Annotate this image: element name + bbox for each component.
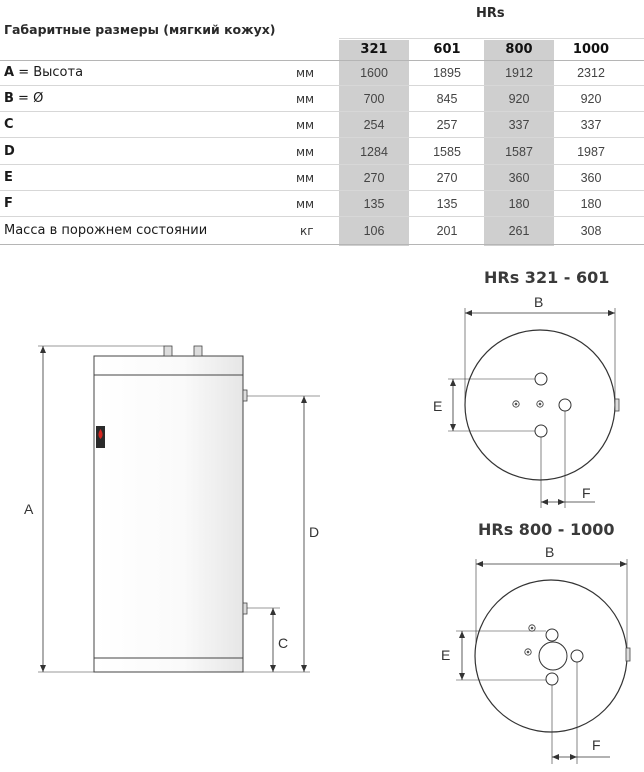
dimension-label-c: C <box>278 635 289 651</box>
row-unit: мм <box>296 66 315 80</box>
arrow-up <box>301 396 307 403</box>
arrow-left <box>476 561 483 567</box>
series-label: HRs <box>476 6 505 21</box>
dimension-label-b: B <box>545 544 555 560</box>
table-title: Габаритные размеры (мягкий кожух) <box>4 22 276 37</box>
column-header-1000: 1000 <box>572 42 610 57</box>
arrow-down <box>450 424 456 431</box>
top-connector <box>164 346 172 356</box>
arrow-right <box>570 754 577 760</box>
table-cell: 1600 <box>360 66 388 80</box>
row-unit: мм <box>296 197 315 211</box>
table-cell: 337 <box>580 118 602 132</box>
port-small-inner <box>527 651 530 654</box>
arrow-down <box>270 665 276 672</box>
row-divider <box>0 216 644 217</box>
table-cell: 1284 <box>360 145 388 159</box>
table-cell: 845 <box>436 92 458 106</box>
row-label-d: D <box>4 144 15 159</box>
top-view-large <box>420 542 640 770</box>
port-lower <box>535 425 547 437</box>
row-label-c: C <box>4 117 14 132</box>
side-view-drawing <box>0 330 340 690</box>
side-connector <box>626 648 630 661</box>
table-cell: 700 <box>363 92 385 106</box>
table-cell: 135 <box>363 197 385 211</box>
table-cell: 920 <box>580 92 602 106</box>
column-header-800: 800 <box>505 42 533 57</box>
side-connector <box>243 603 247 614</box>
table-cell: 180 <box>580 197 602 211</box>
row-unit: мм <box>296 171 315 185</box>
dimension-label-e: E <box>433 398 443 414</box>
port-center-large <box>539 642 567 670</box>
table-cell: 270 <box>363 171 385 185</box>
arrow-left <box>552 754 559 760</box>
header-rule-top <box>339 38 644 39</box>
table-cell: 106 <box>363 224 385 238</box>
dimension-label-e: E <box>441 647 451 663</box>
row-label-mass: Масса в порожнем состоянии <box>4 223 208 238</box>
column-header-321: 321 <box>360 42 388 57</box>
port-lower <box>546 673 558 685</box>
port-small-inner <box>531 627 534 630</box>
drawing-title-large: HRs 800 - 1000 <box>478 520 615 539</box>
row-unit: кг <box>300 224 314 238</box>
side-connector <box>243 390 247 401</box>
port-upper <box>535 373 547 385</box>
port-upper <box>546 629 558 641</box>
arrow-right <box>558 499 565 505</box>
header-rule <box>0 60 644 61</box>
dimension-label-b: B <box>534 294 544 310</box>
row-label-f: F <box>4 196 13 211</box>
arrow-right <box>608 310 615 316</box>
row-unit: мм <box>296 118 315 132</box>
top-connector <box>194 346 202 356</box>
drawing-title-small: HRs 321 - 601 <box>484 268 610 287</box>
table-cell: 201 <box>436 224 458 238</box>
table-cell: 1585 <box>433 145 461 159</box>
port-small-inner <box>515 403 518 406</box>
tank-body <box>94 356 243 672</box>
port-right <box>559 399 571 411</box>
dimension-label-f: F <box>582 485 591 501</box>
arrow-up <box>459 631 465 638</box>
dimension-label-d: D <box>309 524 320 540</box>
table-cell: 337 <box>508 118 530 132</box>
row-divider <box>0 111 644 112</box>
row-divider <box>0 190 644 191</box>
table-cell: 1895 <box>433 66 461 80</box>
port-small-inner <box>539 403 542 406</box>
top-view-small <box>420 290 640 515</box>
dimension-label-f: F <box>592 737 601 753</box>
table-cell: 261 <box>508 224 530 238</box>
table-cell: 2312 <box>577 66 605 80</box>
arrow-left <box>465 310 472 316</box>
dimension-label-a: A <box>24 501 34 517</box>
table-cell: 920 <box>508 92 530 106</box>
row-label-b: B = Ø <box>4 91 44 106</box>
table-cell: 1912 <box>505 66 533 80</box>
port-right <box>571 650 583 662</box>
table-cell: 270 <box>436 171 458 185</box>
row-label-a: A = Высота <box>4 65 84 80</box>
row-divider <box>0 164 644 165</box>
table-cell: 308 <box>580 224 602 238</box>
arrow-right <box>620 561 627 567</box>
table-cell: 254 <box>363 118 385 132</box>
arrow-down <box>40 665 46 672</box>
row-divider <box>0 85 644 86</box>
arrow-up <box>270 608 276 615</box>
table-cell: 257 <box>436 118 458 132</box>
row-unit: мм <box>296 92 315 106</box>
table-cell: 1987 <box>577 145 605 159</box>
row-label-e: E <box>4 170 13 185</box>
table-cell: 360 <box>580 171 602 185</box>
arrow-left <box>541 499 548 505</box>
side-connector <box>615 399 619 411</box>
arrow-up <box>450 379 456 386</box>
table-bottom-rule <box>0 244 644 245</box>
row-divider <box>0 137 644 138</box>
table-cell: 360 <box>508 171 530 185</box>
row-unit: мм <box>296 145 315 159</box>
arrow-down <box>459 673 465 680</box>
column-header-601: 601 <box>433 42 461 57</box>
arrow-down <box>301 665 307 672</box>
table-cell: 1587 <box>505 145 533 159</box>
table-cell: 135 <box>436 197 458 211</box>
arrow-up <box>40 346 46 353</box>
table-cell: 180 <box>508 197 530 211</box>
